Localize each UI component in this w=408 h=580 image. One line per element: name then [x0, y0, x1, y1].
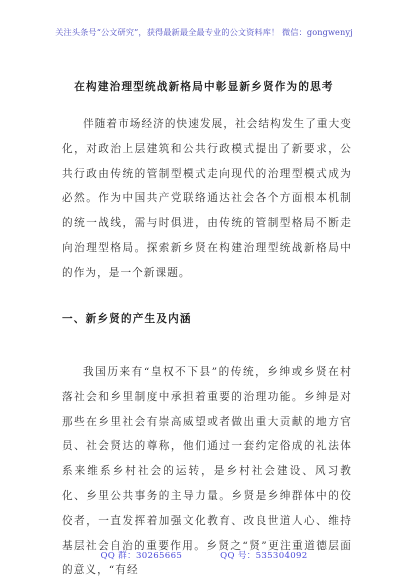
body-paragraph-section-1: 我国历来有“皇权不下县”的传统，乡绅或乡贤在村落社会和乡里制度中承担着重要的治理功能。乡绅是对那些在乡里社会有崇高威望或者做出重大贡献的地方官员、社会贤达的尊称，他们通过一套约定俗成的礼法体系来维系乡村社会的运转，是乡村社会建设、风习教化、乡里公共事务的主导力量。乡贤是乡绅群体中的佼佼者，一直发挥着加强文化教育、改良世道人心、维持基层社会自治的重要作用。乡贤之“贤”更注重道德层面的意义，“有经	[62, 366, 352, 577]
document-title: 在构建治理型统战新格局中彰显新乡贤作为的思考	[74, 81, 334, 93]
footer-qq-group: QQ 群：30265665	[100, 551, 183, 561]
footer-qq-number: QQ 号：535304092	[220, 551, 308, 561]
header-banner: 关注头条号“公文研究”，获得最新最全最专业的公文资料库！ 微信：gongwenyj	[55, 27, 353, 37]
footer-contact	[0, 549, 408, 561]
body-paragraph-intro: 伴随着市场经济的快速发展，社会结构发生了重大变化，对政治上层建筑和公共行政模式提出了新要求，公共行政由传统的管制型模式走向现代的治理型模式成为必然。作为中国共产党联络通达社会各个方面根本机制的统一战线，需与时俱进，由传统的管制型格局不断走向治理型格局。探索新乡贤在构建治理型统战新格局中的作为，是一个新课题。	[62, 118, 352, 279]
section-heading: 一、新乡贤的产生及内涵	[62, 313, 192, 325]
